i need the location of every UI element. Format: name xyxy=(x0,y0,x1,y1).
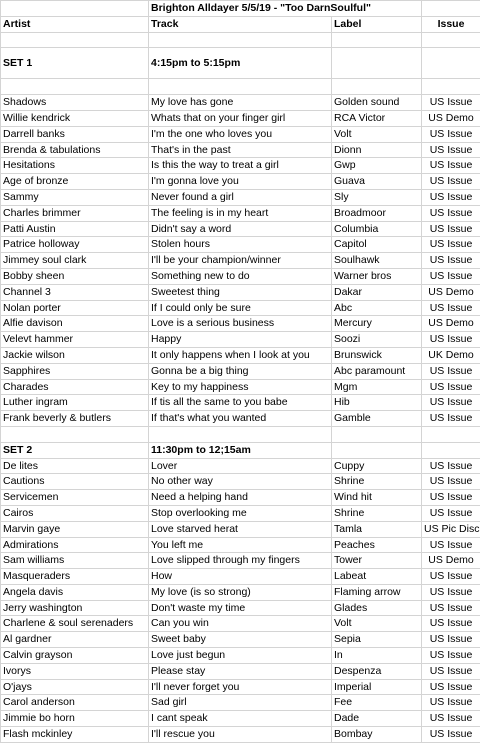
label-cell[interactable]: Cuppy xyxy=(332,458,422,474)
artist-cell[interactable]: Velevt hammer xyxy=(1,332,149,348)
track-cell[interactable]: Love is a serious business xyxy=(149,316,332,332)
artist-cell[interactable]: Flash mckinley xyxy=(1,727,149,743)
track-cell[interactable]: Sweet baby xyxy=(149,632,332,648)
artist-cell[interactable]: Cautions xyxy=(1,474,149,490)
table-row xyxy=(1,189,480,205)
issue-cell[interactable]: US Issue xyxy=(422,458,480,474)
issue-cell[interactable]: US Issue xyxy=(422,600,480,616)
issue-cell[interactable]: US Issue xyxy=(422,158,480,174)
track-cell[interactable]: I'll be your champion/winner xyxy=(149,253,332,269)
table-row xyxy=(1,268,480,284)
label-cell[interactable]: Mercury xyxy=(332,316,422,332)
label-cell[interactable]: Abc xyxy=(332,300,422,316)
table-row xyxy=(1,458,480,474)
artist-cell[interactable]: Frank beverly & butlers xyxy=(1,411,149,427)
track-cell[interactable]: Love slipped through my fingers xyxy=(149,553,332,569)
label-cell[interactable]: Sly xyxy=(332,189,422,205)
issue-cell[interactable]: US Issue xyxy=(422,268,480,284)
label-cell[interactable]: Capitol xyxy=(332,237,422,253)
artist-cell[interactable]: Hesitations xyxy=(1,158,149,174)
label-cell[interactable]: Bombay xyxy=(332,727,422,743)
table-row xyxy=(1,616,480,632)
table-row xyxy=(1,158,480,174)
table-row xyxy=(1,569,480,585)
issue-cell[interactable]: US Issue xyxy=(422,126,480,142)
label-cell[interactable]: RCA Victor xyxy=(332,110,422,126)
track-cell[interactable]: My love (is so strong) xyxy=(149,584,332,600)
issue-cell[interactable]: US Issue xyxy=(422,300,480,316)
artist-cell[interactable]: Bobby sheen xyxy=(1,268,149,284)
label-cell[interactable]: Peaches xyxy=(332,537,422,553)
title-row xyxy=(1,1,480,17)
label-cell[interactable]: Mgm xyxy=(332,379,422,395)
issue-cell[interactable]: US Issue xyxy=(422,174,480,190)
table-row xyxy=(1,347,480,363)
cell[interactable] xyxy=(422,442,480,458)
table-row xyxy=(1,490,480,506)
cell[interactable] xyxy=(422,32,480,48)
label-cell[interactable]: Tower xyxy=(332,553,422,569)
artist-cell[interactable]: Ivorys xyxy=(1,663,149,679)
issue-cell[interactable]: US Issue xyxy=(422,616,480,632)
table-row xyxy=(1,584,480,600)
cell[interactable] xyxy=(1,32,149,48)
cell[interactable] xyxy=(149,426,332,442)
artist-cell[interactable]: Charlene & soul serenaders xyxy=(1,616,149,632)
table-row xyxy=(1,237,480,253)
label-cell[interactable]: Despenza xyxy=(332,663,422,679)
artist-cell[interactable]: Willie kendrick xyxy=(1,110,149,126)
label-cell[interactable]: Gwp xyxy=(332,158,422,174)
issue-cell[interactable]: US Issue xyxy=(422,727,480,743)
artist-cell[interactable]: De lites xyxy=(1,458,149,474)
issue-cell[interactable]: US Issue xyxy=(422,632,480,648)
table-row xyxy=(1,632,480,648)
track-cell[interactable]: Sad girl xyxy=(149,695,332,711)
track-cell[interactable]: If I could only be sure xyxy=(149,300,332,316)
track-cell[interactable]: Something new to do xyxy=(149,268,332,284)
label-cell[interactable]: Dionn xyxy=(332,142,422,158)
label-cell[interactable]: Broadmoor xyxy=(332,205,422,221)
track-cell[interactable]: Happy xyxy=(149,332,332,348)
track-cell[interactable]: You left me xyxy=(149,537,332,553)
issue-cell[interactable]: US Issue xyxy=(422,679,480,695)
track-cell[interactable]: Key to my happiness xyxy=(149,379,332,395)
artist-cell[interactable]: Charles brimmer xyxy=(1,205,149,221)
table-row xyxy=(1,300,480,316)
issue-cell[interactable]: US Issue xyxy=(422,142,480,158)
issue-cell[interactable]: US Issue xyxy=(422,711,480,727)
track-cell[interactable]: The feeling is in my heart xyxy=(149,205,332,221)
artist-cell[interactable]: Channel 3 xyxy=(1,284,149,300)
table-row xyxy=(1,553,480,569)
issue-cell[interactable]: US Issue xyxy=(422,663,480,679)
table-row xyxy=(1,474,480,490)
table-row xyxy=(1,711,480,727)
cell[interactable] xyxy=(422,426,480,442)
cell[interactable] xyxy=(1,426,149,442)
table-row xyxy=(1,395,480,411)
label-cell[interactable]: Gamble xyxy=(332,411,422,427)
table-row xyxy=(1,727,480,743)
cell[interactable] xyxy=(1,1,149,17)
table-row xyxy=(1,142,480,158)
issue-cell[interactable]: US Issue xyxy=(422,332,480,348)
track-cell[interactable]: If that's what you wanted xyxy=(149,411,332,427)
artist-cell[interactable]: Nolan porter xyxy=(1,300,149,316)
label-cell[interactable]: Guava xyxy=(332,174,422,190)
artist-cell[interactable]: O'jays xyxy=(1,679,149,695)
track-cell[interactable]: I cant speak xyxy=(149,711,332,727)
track-cell[interactable]: Don't waste my time xyxy=(149,600,332,616)
artist-cell[interactable]: Jimmie bo horn xyxy=(1,711,149,727)
track-cell[interactable]: I'm the one who loves you xyxy=(149,126,332,142)
artist-cell[interactable]: Jimmey soul clark xyxy=(1,253,149,269)
artist-cell[interactable]: Alfie davison xyxy=(1,316,149,332)
track-cell[interactable]: How xyxy=(149,569,332,585)
issue-cell[interactable]: US Issue xyxy=(422,379,480,395)
track-cell[interactable]: My love has gone xyxy=(149,95,332,111)
table-row xyxy=(1,663,480,679)
artist-cell[interactable]: Calvin grayson xyxy=(1,648,149,664)
artist-cell[interactable]: Masqueraders xyxy=(1,569,149,585)
artist-cell[interactable]: Luther ingram xyxy=(1,395,149,411)
spacer-row xyxy=(1,426,480,442)
track-cell[interactable]: Stolen hours xyxy=(149,237,332,253)
table-row xyxy=(1,253,480,269)
label-cell[interactable]: Hib xyxy=(332,395,422,411)
issue-cell[interactable]: US Issue xyxy=(422,95,480,111)
label-cell[interactable]: Dakar xyxy=(332,284,422,300)
issue-cell[interactable]: US Issue xyxy=(422,569,480,585)
header-issue[interactable]: Issue xyxy=(422,16,480,32)
issue-cell[interactable]: US Pic Disc xyxy=(422,521,480,537)
artist-cell[interactable]: Carol anderson xyxy=(1,695,149,711)
table-row xyxy=(1,316,480,332)
track-cell[interactable]: No other way xyxy=(149,474,332,490)
spacer-row xyxy=(1,32,480,48)
issue-cell[interactable]: US Issue xyxy=(422,648,480,664)
table-row xyxy=(1,95,480,111)
artist-cell[interactable]: Brenda & tabulations xyxy=(1,142,149,158)
issue-cell[interactable]: US Issue xyxy=(422,505,480,521)
set-time[interactable]: 4:15pm to 5:15pm xyxy=(149,48,332,79)
label-cell[interactable]: Labeat xyxy=(332,569,422,585)
track-cell[interactable]: Can you win xyxy=(149,616,332,632)
artist-cell[interactable]: Cairos xyxy=(1,505,149,521)
artist-cell[interactable]: Sammy xyxy=(1,189,149,205)
issue-cell[interactable]: US Issue xyxy=(422,205,480,221)
spacer-row xyxy=(1,79,480,95)
issue-cell[interactable]: US Issue xyxy=(422,584,480,600)
issue-cell[interactable]: US Issue xyxy=(422,253,480,269)
set-time[interactable]: 11:30pm to 12;15am xyxy=(149,442,332,458)
table-row xyxy=(1,411,480,427)
table-row xyxy=(1,221,480,237)
artist-cell[interactable]: Admirations xyxy=(1,537,149,553)
cell[interactable] xyxy=(332,426,422,442)
table-row xyxy=(1,379,480,395)
artist-cell[interactable]: Charades xyxy=(1,379,149,395)
artist-cell[interactable]: Patti Austin xyxy=(1,221,149,237)
label-cell[interactable]: Abc paramount xyxy=(332,363,422,379)
label-cell[interactable]: Golden sound xyxy=(332,95,422,111)
label-cell[interactable]: Warner bros xyxy=(332,268,422,284)
label-cell[interactable]: Brunswick xyxy=(332,347,422,363)
cell[interactable] xyxy=(332,79,422,95)
issue-cell[interactable]: US Issue xyxy=(422,695,480,711)
table-row xyxy=(1,648,480,664)
issue-cell[interactable]: US Issue xyxy=(422,363,480,379)
track-cell[interactable]: It only happens when I look at you xyxy=(149,347,332,363)
track-cell[interactable]: I'll never forget you xyxy=(149,679,332,695)
cell[interactable] xyxy=(149,79,332,95)
table-row xyxy=(1,695,480,711)
artist-cell[interactable]: Darrell banks xyxy=(1,126,149,142)
table-row xyxy=(1,174,480,190)
artist-cell[interactable]: Sam williams xyxy=(1,553,149,569)
track-cell[interactable]: Sweetest thing xyxy=(149,284,332,300)
artist-cell[interactable]: Marvin gaye xyxy=(1,521,149,537)
sheet-title[interactable]: Brighton Alldayer 5/5/19 - "Too DarnSoulful" xyxy=(149,1,422,17)
label-cell[interactable]: Soozi xyxy=(332,332,422,348)
issue-cell[interactable]: US Demo xyxy=(422,553,480,569)
issue-cell[interactable]: US Issue xyxy=(422,474,480,490)
track-cell[interactable]: Lover xyxy=(149,458,332,474)
label-cell[interactable]: Tamla xyxy=(332,521,422,537)
artist-cell[interactable]: Patrice holloway xyxy=(1,237,149,253)
table-row xyxy=(1,521,480,537)
cell[interactable] xyxy=(332,48,422,79)
table-row xyxy=(1,332,480,348)
issue-cell[interactable]: US Issue xyxy=(422,490,480,506)
cell[interactable] xyxy=(332,442,422,458)
header-row xyxy=(1,16,480,32)
artist-cell[interactable]: Servicemen xyxy=(1,490,149,506)
header-label[interactable]: Label xyxy=(332,16,422,32)
track-cell[interactable]: Stop overlooking me xyxy=(149,505,332,521)
cell[interactable] xyxy=(149,32,332,48)
set-header-row xyxy=(1,442,480,458)
issue-cell[interactable]: US Issue xyxy=(422,221,480,237)
track-cell[interactable]: Love starved herat xyxy=(149,521,332,537)
track-cell[interactable]: Whats that on your finger girl xyxy=(149,110,332,126)
issue-cell[interactable]: US Issue xyxy=(422,537,480,553)
artist-cell[interactable]: Age of bronze xyxy=(1,174,149,190)
issue-cell[interactable]: UK Demo xyxy=(422,347,480,363)
track-cell[interactable]: Need a helping hand xyxy=(149,490,332,506)
track-cell[interactable]: Love just begun xyxy=(149,648,332,664)
track-cell[interactable]: If tis all the same to you babe xyxy=(149,395,332,411)
table-row xyxy=(1,126,480,142)
cell[interactable] xyxy=(422,48,480,79)
artist-cell[interactable]: Sapphires xyxy=(1,363,149,379)
issue-cell[interactable]: US Issue xyxy=(422,237,480,253)
label-cell[interactable]: Shrine xyxy=(332,474,422,490)
track-cell[interactable]: Is this the way to treat a girl xyxy=(149,158,332,174)
track-cell[interactable]: I'll rescue you xyxy=(149,727,332,743)
label-cell[interactable]: Glades xyxy=(332,600,422,616)
track-cell[interactable]: Didn't say a word xyxy=(149,221,332,237)
issue-cell[interactable]: US Issue xyxy=(422,411,480,427)
artist-cell[interactable]: Jerry washington xyxy=(1,600,149,616)
table-row xyxy=(1,679,480,695)
track-cell[interactable]: Please stay xyxy=(149,663,332,679)
track-cell[interactable]: I'm gonna love you xyxy=(149,174,332,190)
label-cell[interactable]: Shrine xyxy=(332,505,422,521)
table-row xyxy=(1,205,480,221)
label-cell[interactable]: Volt xyxy=(332,616,422,632)
header-track[interactable]: Track xyxy=(149,16,332,32)
set-header-row xyxy=(1,48,480,79)
label-cell[interactable]: Sepia xyxy=(332,632,422,648)
issue-cell[interactable]: US Demo xyxy=(422,316,480,332)
label-cell[interactable]: Dade xyxy=(332,711,422,727)
table-row xyxy=(1,505,480,521)
artist-cell[interactable]: Shadows xyxy=(1,95,149,111)
set-name[interactable]: SET 2 xyxy=(1,442,149,458)
label-cell[interactable]: Columbia xyxy=(332,221,422,237)
label-cell[interactable]: Imperial xyxy=(332,679,422,695)
label-cell[interactable]: Wind hit xyxy=(332,490,422,506)
artist-cell[interactable]: Al gardner xyxy=(1,632,149,648)
cell[interactable] xyxy=(422,79,480,95)
header-artist[interactable]: Artist xyxy=(1,16,149,32)
track-cell[interactable]: Gonna be a big thing xyxy=(149,363,332,379)
table-row xyxy=(1,284,480,300)
track-cell[interactable]: Never found a girl xyxy=(149,189,332,205)
set-name[interactable]: SET 1 xyxy=(1,48,149,79)
artist-cell[interactable]: Jackie wilson xyxy=(1,347,149,363)
label-cell[interactable]: In xyxy=(332,648,422,664)
issue-cell[interactable]: US Demo xyxy=(422,284,480,300)
cell[interactable] xyxy=(422,1,480,17)
label-cell[interactable]: Volt xyxy=(332,126,422,142)
label-cell[interactable]: Soulhawk xyxy=(332,253,422,269)
cell[interactable] xyxy=(332,32,422,48)
issue-cell[interactable]: US Demo xyxy=(422,110,480,126)
table-row xyxy=(1,600,480,616)
issue-cell[interactable]: US Issue xyxy=(422,395,480,411)
label-cell[interactable]: Flaming arrow xyxy=(332,584,422,600)
issue-cell[interactable]: US Issue xyxy=(422,189,480,205)
label-cell[interactable]: Fee xyxy=(332,695,422,711)
cell[interactable] xyxy=(1,79,149,95)
table-row xyxy=(1,363,480,379)
table-row xyxy=(1,110,480,126)
track-cell[interactable]: That's in the past xyxy=(149,142,332,158)
table-row xyxy=(1,537,480,553)
artist-cell[interactable]: Angela davis xyxy=(1,584,149,600)
